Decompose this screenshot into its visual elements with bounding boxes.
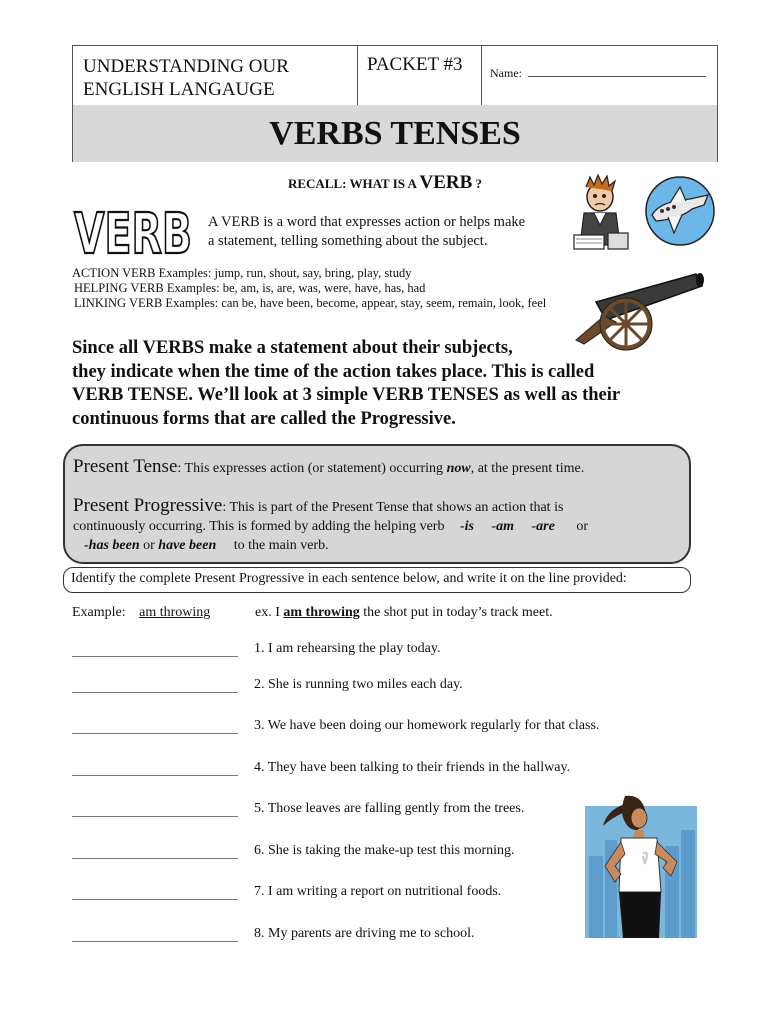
question-row <box>72 843 592 863</box>
answer-line[interactable] <box>72 775 238 776</box>
instructions-box: Identify the complete Present Progressive in each sentence below, and write it on the line provided: <box>63 567 691 593</box>
question-text: 3. We have been doing our homework regularly for that class. <box>254 718 600 733</box>
example-answer: am throwing <box>139 605 211 620</box>
question-row <box>72 801 592 821</box>
question-text: 1. I am rehearsing the play today. <box>254 641 441 656</box>
course-cell <box>73 46 358 105</box>
answer-line[interactable] <box>72 858 238 859</box>
or-2: or <box>143 538 155 553</box>
present-tense-text-after: , at the present time. <box>470 461 585 476</box>
verb-logo-icon <box>72 202 194 267</box>
intro-line-4: continuous forms that are called the Progressive. <box>72 408 456 429</box>
example-bold: am throwing <box>283 605 360 620</box>
action-verb-examples: ACTION VERB Examples: jump, run, shout, say, bring, play, study <box>72 266 412 280</box>
page-title: VERBS TENSES <box>73 105 717 162</box>
helper-am: -am <box>491 519 515 534</box>
intro-line-2: they indicate when the time of the action takes place. This is called <box>72 361 595 382</box>
helper-have-been: have been <box>158 538 217 553</box>
name-label: Name: <box>490 66 522 80</box>
present-tense-line <box>73 456 584 478</box>
answer-line[interactable] <box>72 733 238 734</box>
helper-are: -are <box>531 519 555 534</box>
question-text: 7. I am writing a report on nutritional foods. <box>254 884 502 899</box>
helping-verb-examples: HELPING VERB Examples: be, am, is, are, was, were, have, has, had <box>74 281 426 295</box>
question-text: 4. They have been talking to their friends in the hallway. <box>254 760 571 775</box>
present-tense-emph: now <box>446 461 471 476</box>
definition-line-2: a statement, telling something about the subject. <box>208 233 488 249</box>
example-rest: the shot put in today’s track meet. <box>363 605 553 620</box>
example-sentence <box>255 605 553 621</box>
name-line[interactable] <box>528 66 706 77</box>
answer-line[interactable] <box>72 692 238 693</box>
answer-line[interactable] <box>72 941 238 942</box>
answer-line[interactable] <box>72 656 238 657</box>
course-line-1: UNDERSTANDING OUR <box>83 56 289 77</box>
thinking-boy-icon <box>570 175 632 255</box>
linking-verb-examples: LINKING VERB Examples: can be, have been, become, appear, stay, seem, remain, look, feel <box>74 296 547 310</box>
runner-woman-icon <box>585 796 697 938</box>
airplane-icon <box>640 175 720 247</box>
present-progressive-text-1: : This is part of the Present Tense that shows an action that is <box>222 500 564 515</box>
present-progressive-block <box>73 496 683 555</box>
example-prefix: ex. I <box>255 605 280 620</box>
present-progressive-heading: Present Progressive <box>73 495 223 516</box>
question-text: 5. Those leaves are falling gently from the trees. <box>254 801 525 816</box>
header-table <box>72 45 718 162</box>
verb-type-examples <box>72 266 546 311</box>
recall-word: VERB <box>419 172 473 193</box>
question-text: 6. She is taking the make-up test this morning. <box>254 843 515 858</box>
question-row <box>72 926 592 946</box>
question-text: 8. My parents are driving me to school. <box>254 926 475 941</box>
question-row <box>72 760 592 780</box>
example-label: Example: <box>72 605 126 620</box>
question-row <box>72 641 592 661</box>
present-tense-text-before: : This expresses action (or statement) occurring <box>177 461 447 476</box>
verb-logo-text: VERB <box>74 202 192 267</box>
recall-prefix: RECALL: WHAT IS A <box>287 176 417 191</box>
helper-has-been: -has been <box>84 538 140 553</box>
packet-cell: PACKET #3 <box>358 46 482 105</box>
header-top-row <box>73 46 717 106</box>
question-row <box>72 677 592 697</box>
definition-line-1: A VERB is a word that expresses action or helps make <box>208 214 526 230</box>
intro-paragraph <box>72 337 712 431</box>
helper-is: -is <box>459 519 474 534</box>
intro-line-1: Since all VERBS make a statement about their subjects, <box>72 338 513 358</box>
example-answer-row <box>72 605 210 621</box>
question-row <box>72 884 592 904</box>
present-progressive-text-2: continuously occurring. This is formed by adding the helping verb <box>73 519 445 534</box>
recall-suffix: ? <box>475 176 483 191</box>
intro-line-3: VERB TENSE. We’ll look at 3 simple VERB TENSES as well as their <box>72 385 621 405</box>
course-line-2: ENGLISH LANGAUGE <box>83 79 275 100</box>
present-tense-heading: Present Tense <box>73 456 178 477</box>
question-text: 2. She is running two miles each day. <box>254 677 463 692</box>
answer-line[interactable] <box>72 816 238 817</box>
or-1: or <box>576 519 589 534</box>
verb-definition <box>208 213 553 251</box>
answer-line[interactable] <box>72 899 238 900</box>
question-row <box>72 718 600 738</box>
present-progressive-text-3: to the main verb. <box>233 538 329 553</box>
